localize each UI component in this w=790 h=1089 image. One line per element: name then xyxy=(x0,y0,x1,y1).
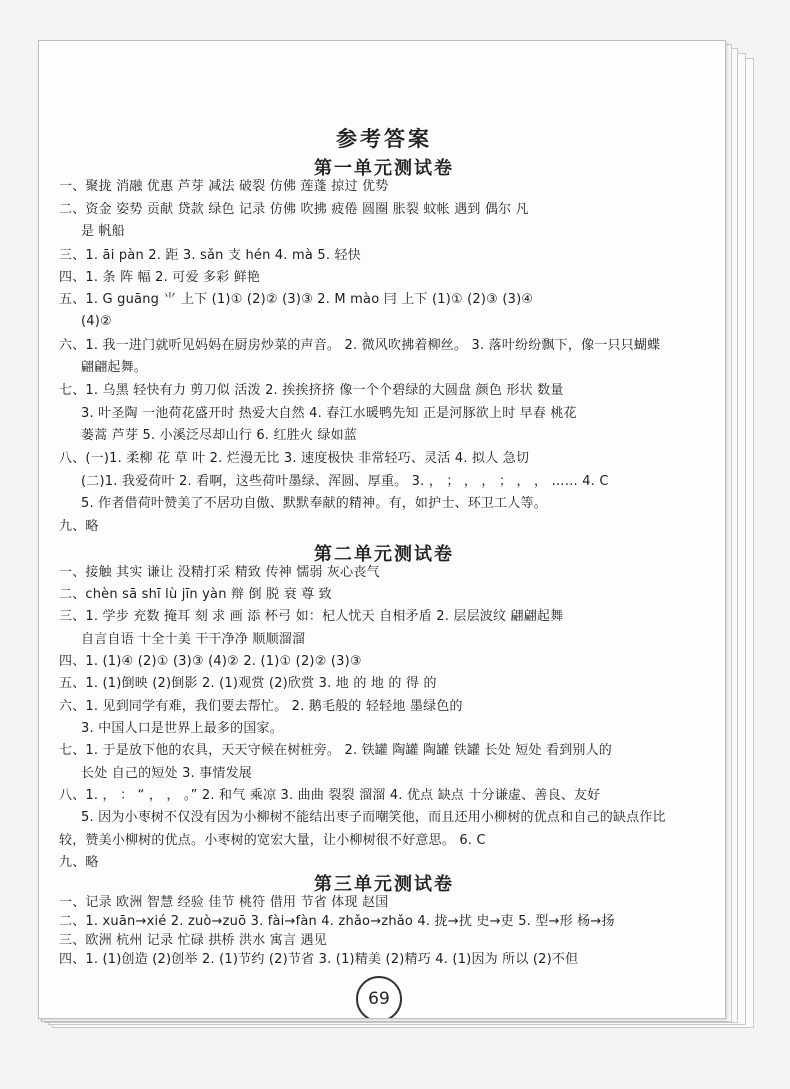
answer-line: 八、(一)1. 柔柳 花 草 叶 2. 烂漫无比 3. 速度极快 非常轻巧、灵活 4. 拟人 急切 xyxy=(59,451,530,467)
answer-line: 3. 叶圣陶 一池荷花盛开时 热爱大自然 4. 春江水暖鸭先知 正是河豚欲上时 早春 桃花 xyxy=(81,405,577,421)
answer-line: 三、1. āi pàn 2. 距 3. sǎn 支 hén 4. mà 5. 轻快 xyxy=(59,247,361,263)
answer-line: 三、1. 学步 充数 掩耳 刻 求 画 添 杯弓 如：杞人忧天 自相矛盾 2. 层层波纹 翩翩起舞 xyxy=(59,609,564,625)
unit-3-title: 第三单元测试卷 xyxy=(314,873,454,895)
answer-line: 二、资金 姿势 贡献 贷款 绿色 记录 仿佛 吹拂 疲倦 圆圈 胀裂 蚊帐 遇到 偶尔 凡 xyxy=(59,201,529,217)
answer-line: 一、记录 欧洲 智慧 经验 佳节 桃符 借用 节省 体现 赵国 xyxy=(59,894,389,910)
unit-2-title: 第二单元测试卷 xyxy=(314,544,454,566)
answer-line: 5. 因为小枣树不仅没有因为小柳树不能结出枣子而嘲笑他，而且还用小柳树的优点和自己的缺点作比 xyxy=(81,810,666,826)
page-title: 参考答案 xyxy=(336,126,432,151)
answer-line: 是 帆船 xyxy=(81,224,125,240)
answer-line: 四、1. (1)④ (2)① (3)③ (4)② 2. (1)① (2)② (3)③ xyxy=(59,653,362,669)
answer-line: 5. 作者借荷叶赞美了不居功自傲、默默奉献的精神。有，如护士、环卫工人等。 xyxy=(81,495,547,511)
answer-line: 三、欧洲 杭州 记录 忙碌 拱桥 洪水 寓言 遇见 xyxy=(59,932,327,948)
answer-line: 九、略 xyxy=(59,854,99,870)
answer-line: 四、1. (1)创造 (2)创举 2. (1)节约 (2)节省 3. (1)精美 (2)精巧 4. (1)因为 所以 (2)不但 xyxy=(59,951,579,967)
answer-line: 翩翩起舞。 xyxy=(81,360,148,376)
answer-line: 八、1. ， ： “ ， ， 。” 2. 和气 乘凉 3. 曲曲 裂裂 溜溜 4. 优点 缺点 十分谦虚、善良、友好 xyxy=(59,787,601,803)
page-number-badge xyxy=(356,976,402,1019)
answer-line: 长处 自己的短处 3. 事情发展 xyxy=(81,765,253,781)
answer-line: (4)② xyxy=(81,314,112,330)
answer-line: 六、1. 见到同学有难，我们要去帮忙。 2. 鹅毛般的 轻轻地 墨绿色的 xyxy=(59,698,463,714)
answer-line: 一、接触 其实 谦让 没精打采 精致 传神 懦弱 灰心丧气 xyxy=(59,564,380,580)
answer-line: (二)1. 我爱荷叶 2. 看啊，这些荷叶墨绿、浑圆、厚重。 3. ， ； ， ， ； ， ， …… 4. C xyxy=(81,473,609,489)
answer-line: 七、1. 乌黑 轻快有力 剪刀似 活泼 2. 挨挨挤挤 像一个个碧绿的大圆盘 颜色 形状 数量 xyxy=(59,383,564,399)
answer-line: 六、1. 我一进门就听见妈妈在厨房炒菜的声音。 2. 微风吹拂着柳丝。 3. 落叶纷纷飘下，像一只只蝴蝶 xyxy=(59,337,661,353)
answer-line: 较，赞美小柳树的优点。小枣树的宽宏大量，让小柳树很不好意思。 6. C xyxy=(59,832,486,848)
answer-line: 五、1. (1)倒映 (2)倒影 2. (1)观赏 (2)欣赏 3. 地 的 地 的 得 的 xyxy=(59,676,437,692)
answer-line: 九、略 xyxy=(59,519,99,535)
answer-line: 自言自语 十全十美 干干净净 顺顺溜溜 xyxy=(81,631,306,647)
answer-line: 3. 中国人口是世界上最多的国家。 xyxy=(81,720,283,736)
unit-1-title: 第一单元测试卷 xyxy=(314,158,454,180)
answer-line: 蒌蒿 芦芽 5. 小溪泛尽却山行 6. 红胜火 绿如蓝 xyxy=(81,427,358,443)
answer-line: 七、1. 于是放下他的农具，天天守候在树桩旁。 2. 铁罐 陶罐 陶罐 铁罐 长处 短处 看到别人的 xyxy=(59,743,612,759)
answer-page xyxy=(38,40,726,1019)
answer-line: 一、聚拢 消融 优惠 芦芽 减法 破裂 仿佛 莲蓬 掠过 优势 xyxy=(59,178,389,194)
page-number: 69 xyxy=(368,988,390,1009)
answer-line: 二、1. xuān→xié 2. zuò→zuō 3. fài→fàn 4. zhǎo→zhǎo 4. 拢→扰 史→吏 5. 型→形 杨→扬 xyxy=(59,913,615,929)
answer-line: 二、chèn sā shī lù jīn yàn 辩 倒 脱 衰 尊 致 xyxy=(59,586,332,602)
answer-line: 四、1. 条 阵 幅 2. 可爱 多彩 鲜艳 xyxy=(59,269,261,285)
answer-line: 五、1. G guāng ⺌ 上下 (1)① (2)② (3)③ 2. M mào 冃 上下 (1)① (2)③ (3)④ xyxy=(59,292,534,308)
